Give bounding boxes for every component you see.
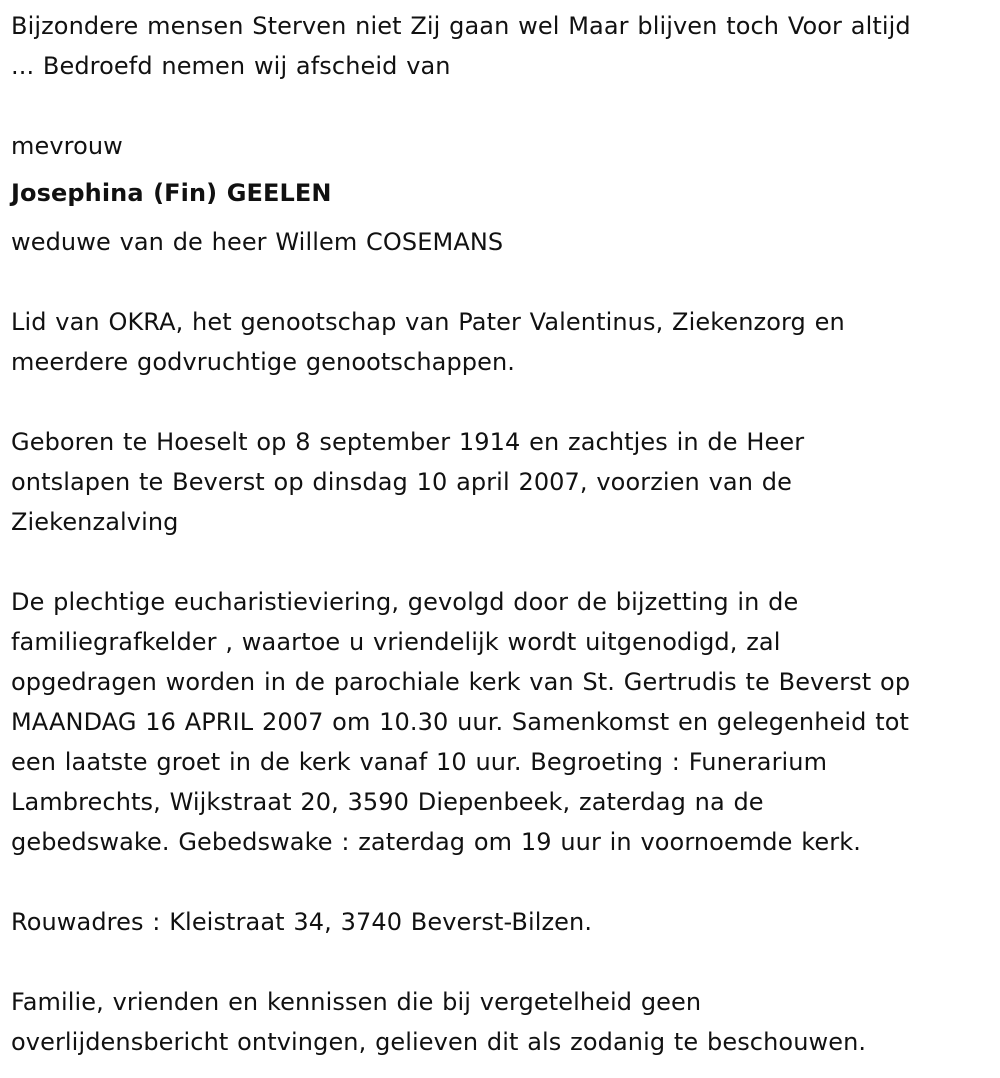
ceremony-line-1: De plechtige eucharistieviering, gevolgd door de bijzetting in de bbox=[11, 588, 799, 616]
ceremony-line-3: opgedragen worden in de parochiale kerk van St. Gertrudis te Beverst op bbox=[11, 668, 911, 696]
intro-line-2: ... Bedroefd nemen wij afscheid van bbox=[11, 52, 451, 80]
life-line-2: ontslapen te Beverst op dinsdag 10 april 2007, voorzien van de bbox=[11, 468, 792, 496]
intro-line-1: Bijzondere mensen Sterven niet Zij gaan wel Maar blijven toch Voor altijd bbox=[11, 12, 911, 40]
ceremony-line-2: familiegrafkelder , waartoe u vriendelijk wordt uitgenodigd, zal bbox=[11, 628, 781, 656]
life-line-3: Ziekenzalving bbox=[11, 508, 179, 536]
spouse-line: weduwe van de heer Willem COSEMANS bbox=[11, 228, 504, 256]
ceremony-line-4: MAANDAG 16 APRIL 2007 om 10.30 uur. Samenkomst en gelegenheid tot bbox=[11, 708, 910, 736]
life-line-1: Geboren te Hoeselt op 8 september 1914 en zachtjes in de Heer bbox=[11, 428, 805, 456]
closing-line-2: overlijdensbericht ontvingen, gelieven dit als zodanig te beschouwen. bbox=[11, 1028, 867, 1056]
address-line: Rouwadres : Kleistraat 34, 3740 Beverst-Bilzen. bbox=[11, 908, 593, 936]
deceased-name: Josephina (Fin) GEELEN bbox=[11, 179, 332, 207]
membership-line-2: meerdere godvruchtige genootschappen. bbox=[11, 348, 516, 376]
title-prefix: mevrouw bbox=[11, 132, 123, 160]
ceremony-line-5: een laatste groet in de kerk vanaf 10 uur. Begroeting : Funerarium bbox=[11, 748, 828, 776]
closing-line-1: Familie, vrienden en kennissen die bij vergetelheid geen bbox=[11, 988, 702, 1016]
ceremony-line-7: gebedswake. Gebedswake : zaterdag om 19 uur in voornoemde kerk. bbox=[11, 828, 861, 856]
membership-line-1: Lid van OKRA, het genootschap van Pater Valentinus, Ziekenzorg en bbox=[11, 308, 845, 336]
ceremony-line-6: Lambrechts, Wijkstraat 20, 3590 Diepenbeek, zaterdag na de bbox=[11, 788, 764, 816]
